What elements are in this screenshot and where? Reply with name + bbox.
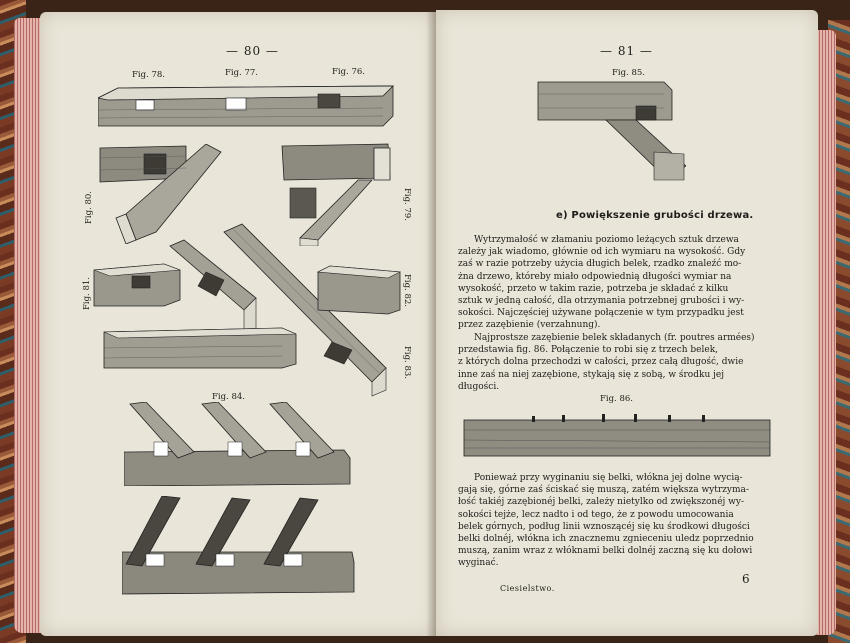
fig-86-illustration bbox=[462, 412, 774, 460]
fig-79-caption: Fig. 79. bbox=[402, 188, 412, 221]
paragraph-3-line: Ponieważ przy wyginaniu się belki, włókna jej dolne wycią- bbox=[474, 473, 743, 483]
paragraph-2-line: przedstawia fig. 86. Połączenie to robi się z trzech belek, bbox=[458, 345, 719, 356]
paragraph-1-line: żna drzewo, któreby miało odpowiednią długości wymiar na bbox=[458, 271, 732, 282]
paragraph-1-line: sokości. Najczęściej używane połączenie w tym przypadku jest bbox=[458, 308, 744, 319]
fig-85-caption: Fig. 85. bbox=[612, 68, 645, 78]
right-page-number: — 81 — bbox=[600, 44, 653, 58]
left-page bbox=[40, 12, 436, 636]
footer-signature-title: Ciesielstwo. bbox=[500, 584, 555, 593]
paragraph-3-line: łość takiéj zazębionéj belki, zależy nietylko od zwiększonéj wy- bbox=[458, 497, 745, 508]
paragraph-1 bbox=[458, 234, 782, 332]
paragraph-1-line: zależy jak wiadomo, głównie od ich wymiaru na wysokość. Gdy bbox=[458, 247, 746, 258]
fig-82-illustration bbox=[316, 264, 402, 316]
fig-84-caption: Fig. 84. bbox=[212, 392, 245, 402]
fig-78-caption: Fig. 78. bbox=[132, 70, 165, 80]
paragraph-3-line: sokości tejże, lecz nadto i od tego, że z powodu umocowania bbox=[458, 509, 734, 520]
paragraph-1-line: sztuk w jedną całość, dla otrzymania potrzebnej grubości i wy- bbox=[458, 296, 745, 307]
fig-83-caption: Fig. 83. bbox=[402, 346, 412, 379]
fig-84-upper-illustration bbox=[124, 402, 354, 486]
paragraph-3-line: wyginać. bbox=[458, 558, 499, 569]
paragraph-1-line: przez zazębienie (verzahnung). bbox=[458, 320, 601, 331]
paragraph-3-line: belek górnych, podług linii wznoszącéj się ku środkowi długości bbox=[458, 521, 750, 532]
section-title: e) Powiększenie grubości drzewa. bbox=[556, 210, 754, 221]
paragraph-2-line: inne zaś na niej zazębione, stykają się z sobą, w środku jej bbox=[458, 369, 725, 380]
paragraph-3-line: gają się, górne zaś ściskać się muszą, zatém większa wytrzyma- bbox=[458, 485, 749, 496]
paragraph-3-line: belki dolnéj, włókna ich znacznemu zgnieceniu uledz poprzednio bbox=[458, 534, 754, 545]
fig-76-caption: Fig. 76. bbox=[332, 67, 365, 77]
fig-80-caption: Fig. 80. bbox=[84, 191, 94, 224]
paragraph-3 bbox=[458, 472, 782, 570]
left-page-number: — 80 — bbox=[226, 44, 279, 58]
fig-82-caption: Fig. 82. bbox=[402, 274, 412, 307]
paragraph-2-line: długości. bbox=[458, 381, 500, 392]
signature-mark: 6 bbox=[742, 572, 750, 586]
paragraph-2-line: z których dolna przechodzi w całości, przez całą długość, dwie bbox=[458, 357, 744, 368]
paragraph-3-line: muszą, zanim wraz z włóknami belki dolnéj zaczną się ku dołowi bbox=[458, 546, 753, 557]
paragraph-2 bbox=[458, 332, 782, 393]
fig-85-illustration bbox=[536, 80, 686, 184]
fig-84-lower-illustration bbox=[122, 496, 356, 596]
fig-77-caption: Fig. 77. bbox=[225, 68, 258, 78]
fig-81-caption: Fig. 81. bbox=[82, 277, 92, 310]
right-page bbox=[436, 10, 818, 636]
paragraph-2-line: Najprostsze zazębienie belek składanych (fr. poutres armées) bbox=[474, 333, 755, 343]
fig-long-beam-illustration bbox=[102, 326, 298, 370]
fig-76-78-illustration bbox=[98, 80, 398, 130]
paragraph-1-line: zaś w razie potrzeby użycia długich belek, rzadko znaleźć mo- bbox=[458, 259, 742, 270]
paragraph-1-line: wysokość, przeto w takim razie, potrzeba je składać z kilku bbox=[458, 283, 729, 294]
fig-80-illustration bbox=[96, 144, 226, 244]
paragraph-1-line: Wytrzymałość w złamaniu poziomo leżących sztuk drzewa bbox=[474, 235, 739, 245]
fig-86-caption: Fig. 86. bbox=[600, 394, 633, 404]
